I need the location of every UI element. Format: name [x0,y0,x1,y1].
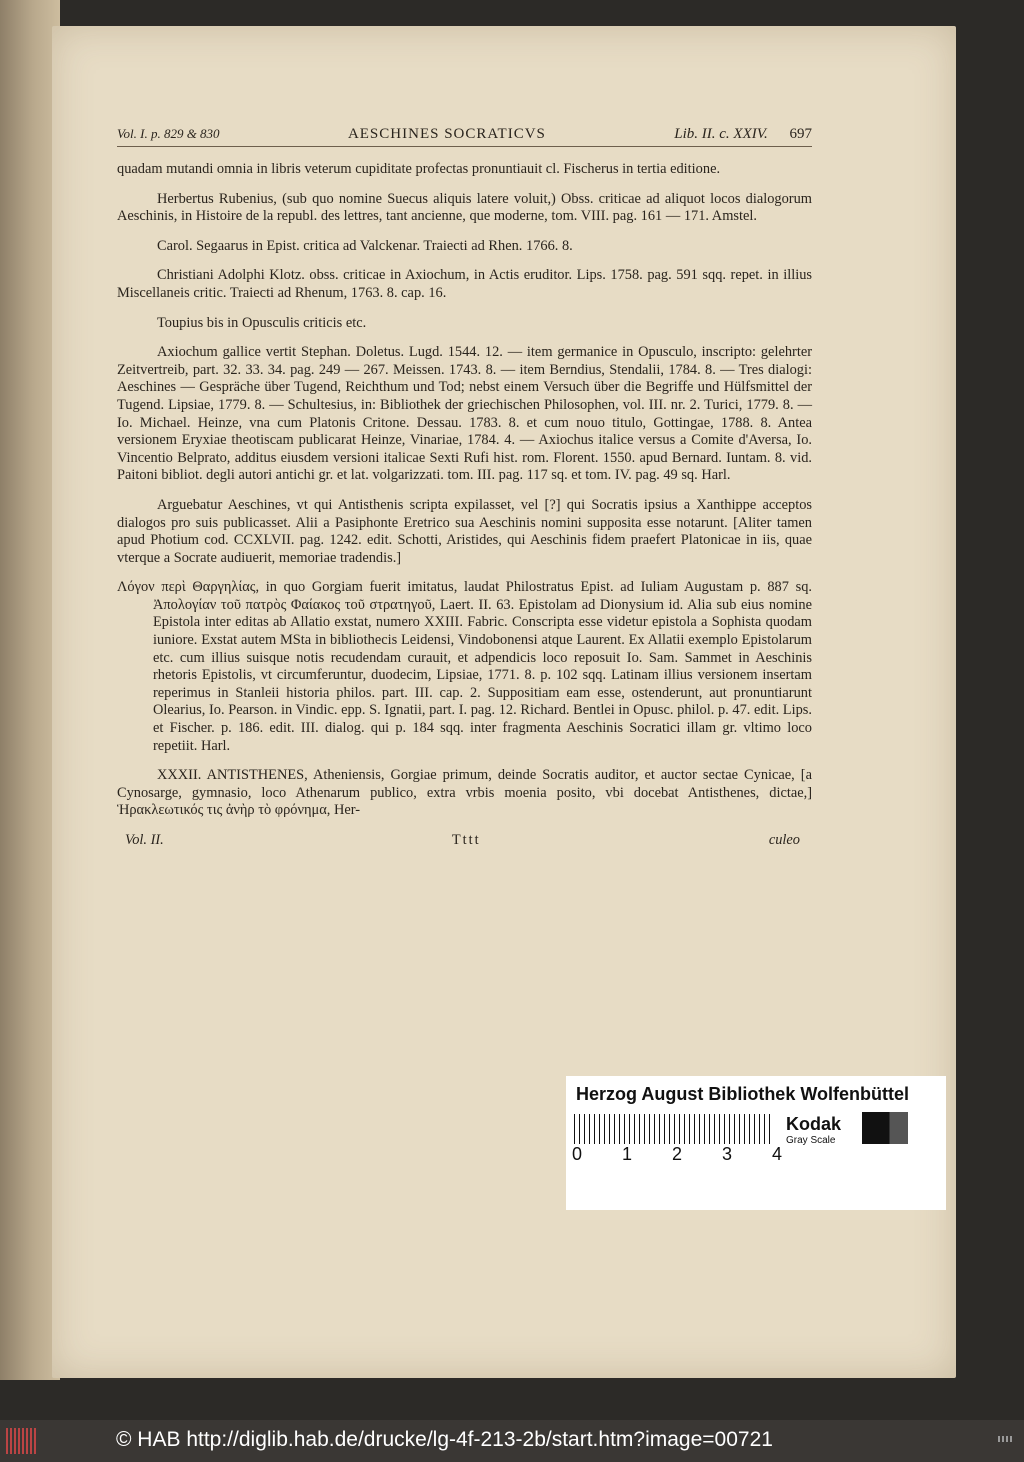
page-number: 697 [789,126,812,142]
paragraph: Axiochum gallice vertit Stephan. Doletus. Lugd. 1544. 12. — item germanice in Opusculo, inscripto: gelehrter Zeitvertreib, part. 32. 33. 34. pag. 249 — 267. Meissen. 1743. 8. — item Berndius, Stendalii, 1784. 8. — Tres dialogi: Aeschines — Gespräche über Tugend, Reichthum und Tod; nebst einem Versuch über die Begriffe und Hülfsmittel der Tugend. Lipsiae, 1779. 8. — Schultesius, in: Bibliothek der griechischen Philosophen, vol. III. nr. 2. Turici, 1779. 8. — Io. Michael. Heinze, vna cum Platonis Critone. Dessau. 1783. 8. et cum nouo titulo, Gottingae, 1788. 8. Antea versionem Eryxiae theotiscam publicarat Heinze, Vinariae, 1784. 4. — Axiochus italice versus a Comite d'Aversa, Io. Vincentio Belprato, additus eiusdem versioni italicae Sexti Rufi hist. rom. Florent. 1550. apud Bernard. Iuntam. 8. vid. Paitoni bibliot. degli autori antichi gr. et lat. volgarizzati. tom. III. pag. 117 sq. et tom. IV. pag. 49 sq. Harl. [117,344,812,484]
section-paragraph: XXXII. ANTISTHENES, Atheniensis, Gorgiae primum, deinde Socratis auditor, et auctor sectae Cynicae, [a Cynosarge, gymnasio, loco Athenarum publico, extra vrbis moenia posito, vbi docebat Antisthenes, dictae,] Ἡρακλεωτικός τις ἀνὴρ τὸ φρόνημα, Her- [117,767,812,819]
kodak-name: Kodak [786,1114,842,1134]
paragraph: Toupius bis in Opusculis criticis etc. [157,314,367,331]
running-head-title: AESCHINES SOCRATICVS [347,126,546,142]
menu-dots-icon[interactable] [998,1436,1012,1442]
scale-ruler [574,1114,774,1144]
paragraph: quadam mutandi omnia in libris veterum cupiditate profectas pronuntiauit cl. Fischerus in tertia editione. [117,161,721,177]
footer-signature: Tttt [451,832,481,848]
paragraph: Arguebatur Aeschines, vt qui Antisthenis scripta expilasset, vel [?] qui Socratis ipsius a Xanthippe acceptos dialogos pro suis publicasset. Alii a Pasiphonte Eretrico sua Aeschinis nomini supposita esse notarunt. [Aliter tamen apud Photium cod. CCXLVII. pag. 1242. edit. Schotti, Aristides, qui Aeschinis fidem praefert Platonicae in iis, quae vterque a Socrate audiuerit, memoriae tradendis.] [117,496,812,566]
ruler-number: 2 [671,1144,682,1164]
gray-scale-label: Gray Scale [786,1135,836,1146]
footer-volume: Vol. II. [125,832,164,848]
running-head-right: Lib. II. c. XXIV. [674,126,768,142]
gray-patch [862,1112,908,1144]
running-head [117,126,812,147]
hab-logo-icon[interactable] [6,1428,36,1454]
kodak-mark [786,1114,841,1146]
paragraph: Christiani Adolphi Klotz. obss. criticae in Axiochum, in Actis eruditor. Lips. 1758. pag. 591 sqq. repet. in illius Miscellaneis critic. Traiecti ad Rhenum, 1763. 8. cap. 16. [117,267,812,301]
copyright-url[interactable]: © HAB http://diglib.hab.de/drucke/lg-4f-213-2b/start.htm?image=00721 [116,1428,773,1451]
library-name: Herzog August Bibliothek Wolfenbüttel [576,1084,909,1104]
library-color-card [566,1076,946,1210]
bottom-bar [0,1420,1024,1462]
paragraph: Herbertus Rubenius, (sub quo nomine Suecus aliquis latere voluit,) Obss. criticae ad aliquot locos dialogorum Aeschinis, in Histoire de la republ. des lettres, tant ancienne, que moderne, tom. VIII. pag. 161 — 171. Amstel. [117,190,812,225]
ruler-number: 0 [572,1144,583,1164]
ruler-numbers [572,1144,782,1165]
running-head-left: Vol. I. p. 829 & 830 [117,126,220,141]
body-text [117,161,812,820]
page-content [117,126,812,849]
paragraph: Λόγον περὶ Θαργηλίας, in quo Gorgiam fuerit imitatus, laudat Philostratus Epist. ad Iuliam Augustam p. 887 sq. Ἀπολογίαν τοῦ πατρὸς Φαίακος τοῦ στρατηγοῦ, Laert. II. 63. Epistolam ad Dionysium id. Alia sub eius nomine Epistola inter editas ab Allatio exstat, numero XXIII. Fabric. Conscripta esse videtur epistola a Sophista quodam iuniore. Exstat autem MSta in bibliothecis Leidensi, Vindobonensi atque Laurent. Ex Allatii exemplo Epistolarum etc. cum illius suisque notis recudendam curauit, et adpendicis loco reposuit Io. Sam. Sammet in Aeschinis rhetoris Epistolis, vt circumferuntur, duodecim, Lipsiae, 1771. 8. p. 102 sqq. Latinam illius versionem insertam reperimus in Stanleii historia philos. part. III. cap. 2. Suppositiam eam esse, ostenderunt, aut pronuntiarunt Olearius, Io. Pearson. in Vindic. epp. S. Ignatii, part. I. pag. 12. Richard. Bentlei in Opusc. philol. p. 47. edit. Lips. et Fischer. p. 186. edit. III. dialog. qui p. 184 sqq. inter fragmenta Aeschinis Socratici illam gr. vltimo loco repetiit. Harl. [117,579,812,754]
page-footer [117,832,812,849]
previous-page-edge [0,0,60,1380]
footer-catchword: culeo [768,832,800,848]
ruler-number: 4 [771,1144,782,1164]
paragraph: Carol. Segaarus in Epist. critica ad Valckenar. Traiecti ad Rhen. 1766. 8. [157,237,573,254]
ruler-number: 1 [621,1144,632,1164]
ruler-number: 3 [721,1144,732,1164]
